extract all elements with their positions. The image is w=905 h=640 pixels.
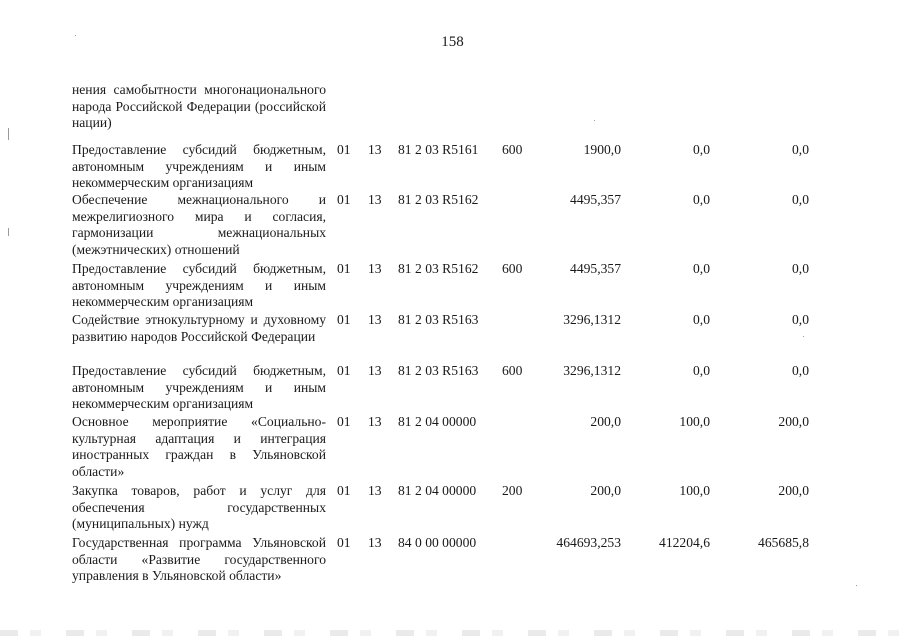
- page-number: 158: [441, 34, 464, 50]
- target-article-code: 81 2 03 R5163: [398, 363, 479, 378]
- amount-year-1: 3296,1312: [563, 312, 621, 327]
- amount-year-3: 0,0: [792, 192, 809, 207]
- amount-year-1: 1900,0: [583, 142, 621, 157]
- amount-year-3: 0,0: [792, 142, 809, 157]
- target-article-code: 84 0 00 00000: [398, 535, 477, 550]
- scan-speck: [803, 336, 804, 337]
- amount-year-2: 0,0: [693, 261, 710, 276]
- row-description: Закупка товаров, работ и услуг для обеспечения государственных (муниципальных) нужд: [72, 483, 326, 531]
- section-code: 01: [337, 142, 351, 157]
- scan-speck: [75, 35, 76, 36]
- amount-year-1: 4495,357: [570, 261, 621, 276]
- amount-year-2: 0,0: [693, 192, 710, 207]
- amount-year-2: 412204,6: [659, 535, 710, 550]
- target-article-code: 81 2 03 R5162: [398, 261, 479, 276]
- scan-speck: [856, 585, 857, 586]
- amount-year-3: 0,0: [792, 312, 809, 327]
- amount-year-2: 0,0: [693, 363, 710, 378]
- row-description: Государственная программа Ульяновской области «Развитие государственного управления в Ульяновской области»: [72, 535, 326, 583]
- scan-mark: [8, 128, 9, 140]
- subsection-code: 13: [368, 414, 382, 429]
- target-article-code: 81 2 04 00000: [398, 414, 477, 429]
- amount-year-3: 0,0: [792, 261, 809, 276]
- scan-mark: [8, 228, 9, 236]
- amount-year-1: 464693,253: [556, 535, 621, 550]
- amount-year-3: 0,0: [792, 363, 809, 378]
- subsection-code: 13: [368, 363, 382, 378]
- amount-year-3: 200,0: [778, 414, 809, 429]
- target-article-code: 81 2 03 R5162: [398, 192, 479, 207]
- section-code: 01: [337, 261, 351, 276]
- row-description: Обеспечение межнационального и межрелигиозного мира и согласия, гармонизации межнациональных (межэтнических) отношений: [72, 192, 326, 257]
- subsection-code: 13: [368, 312, 382, 327]
- amount-year-1: 4495,357: [570, 192, 621, 207]
- amount-year-2: 0,0: [693, 142, 710, 157]
- subsection-code: 13: [368, 142, 382, 157]
- expense-type-code: 200: [502, 483, 523, 498]
- expense-type-code: 600: [502, 261, 523, 276]
- expense-type-code: 600: [502, 363, 523, 378]
- amount-year-1: 200,0: [590, 414, 621, 429]
- row-description: Содействие этнокультурному и духовному развитию народов Российской Федерации: [72, 312, 326, 344]
- expense-type-code: 600: [502, 142, 523, 157]
- amount-year-2: 100,0: [679, 414, 710, 429]
- scan-speck: [594, 120, 595, 121]
- amount-year-1: 200,0: [590, 483, 621, 498]
- row-description: Основное мероприятие «Социально-культурная адаптация и интеграция иностранных граждан в Ульяновской области»: [72, 414, 326, 479]
- subsection-code: 13: [368, 261, 382, 276]
- amount-year-3: 465685,8: [758, 535, 809, 550]
- amount-year-3: 200,0: [778, 483, 809, 498]
- target-article-code: 81 2 04 00000: [398, 483, 477, 498]
- section-code: 01: [337, 483, 351, 498]
- row-description: Предоставление субсидий бюджетным, автономным учреждениям и иным некоммерческим организациям: [72, 261, 326, 309]
- section-code: 01: [337, 535, 351, 550]
- amount-year-2: 0,0: [693, 312, 710, 327]
- target-article-code: 81 2 03 R5161: [398, 142, 479, 157]
- target-article-code: 81 2 03 R5163: [398, 312, 479, 327]
- amount-year-1: 3296,1312: [563, 363, 621, 378]
- row-description: нения самобытности многонационального народа Российской Федерации (российской нации): [72, 82, 326, 130]
- amount-year-2: 100,0: [679, 483, 710, 498]
- section-code: 01: [337, 192, 351, 207]
- subsection-code: 13: [368, 192, 382, 207]
- row-description: Предоставление субсидий бюджетным, автономным учреждениям и иным некоммерческим организациям: [72, 363, 326, 411]
- section-code: 01: [337, 414, 351, 429]
- subsection-code: 13: [368, 535, 382, 550]
- scan-edge-shadow: [0, 630, 905, 636]
- section-code: 01: [337, 363, 351, 378]
- row-description: Предоставление субсидий бюджетным, автономным учреждениям и иным некоммерческим организациям: [72, 142, 326, 190]
- subsection-code: 13: [368, 483, 382, 498]
- section-code: 01: [337, 312, 351, 327]
